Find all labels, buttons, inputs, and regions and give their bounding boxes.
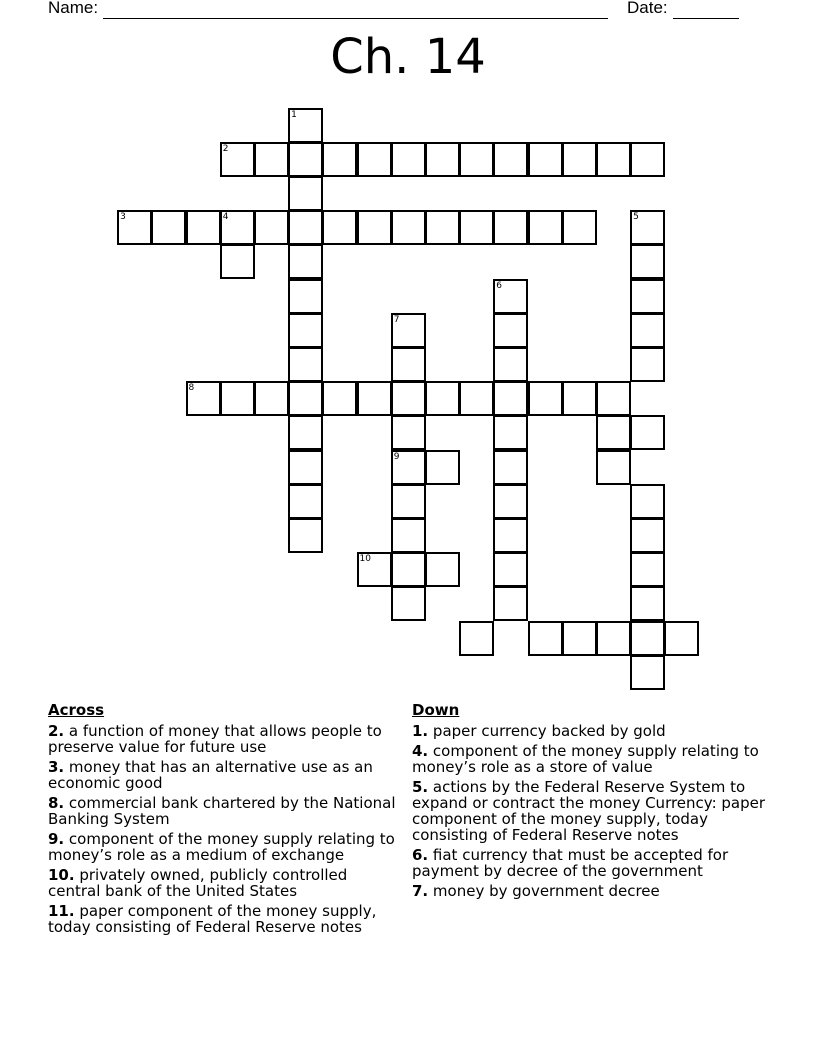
grid-cell[interactable] xyxy=(254,381,289,416)
clue-num: 11. xyxy=(48,902,75,920)
clue-text: privately owned, publicly controlled central bank of the United States xyxy=(48,866,348,900)
across-clues xyxy=(48,702,398,939)
grid-cell[interactable] xyxy=(288,142,323,177)
grid-cell[interactable] xyxy=(288,279,323,314)
down-clue xyxy=(412,779,782,843)
grid-cell[interactable] xyxy=(220,142,255,177)
grid-cell[interactable] xyxy=(459,621,494,656)
grid-cell[interactable] xyxy=(186,210,221,245)
grid-cell[interactable] xyxy=(322,210,357,245)
clue-text: money that has an alternative use as an economic good xyxy=(48,758,373,792)
grid-cell[interactable] xyxy=(528,142,563,177)
grid-cell[interactable] xyxy=(493,484,528,519)
clue-num: 7. xyxy=(412,882,429,900)
clue-number: 1 xyxy=(291,109,297,120)
clue-number: 9 xyxy=(393,451,400,462)
grid-cell[interactable] xyxy=(425,142,460,177)
grid-cell[interactable] xyxy=(596,621,631,656)
grid-cell[interactable] xyxy=(391,347,426,382)
grid-cell[interactable] xyxy=(630,347,665,382)
grid-cell[interactable] xyxy=(493,210,528,245)
grid-cell[interactable] xyxy=(630,210,665,245)
grid-cell[interactable] xyxy=(630,586,665,621)
grid-cell[interactable] xyxy=(117,210,152,245)
grid-cell[interactable] xyxy=(459,142,494,177)
grid-cell[interactable] xyxy=(288,518,323,553)
clue-number: 2 xyxy=(222,143,229,154)
grid-cell[interactable] xyxy=(630,142,665,177)
clue-num: 10. xyxy=(48,866,75,884)
grid-cell[interactable] xyxy=(596,381,631,416)
grid-cell[interactable] xyxy=(630,655,665,690)
clue-text: paper component of the money supply, today consisting of Federal Reserve notes xyxy=(48,902,377,936)
grid-cell[interactable] xyxy=(493,381,528,416)
page-title: Ch. 14 xyxy=(330,29,486,85)
grid-cell[interactable] xyxy=(528,210,563,245)
grid-cell[interactable] xyxy=(322,381,357,416)
grid-cell[interactable] xyxy=(459,381,494,416)
grid-cell[interactable] xyxy=(288,484,323,519)
clue-num: 1. xyxy=(412,722,429,740)
grid-cell[interactable] xyxy=(391,450,426,485)
grid-cell[interactable] xyxy=(562,142,597,177)
across-clue xyxy=(48,759,398,791)
clue-num: 3. xyxy=(48,758,65,776)
across-clue xyxy=(48,867,398,899)
grid-cell[interactable] xyxy=(391,586,426,621)
grid-cell[interactable] xyxy=(562,621,597,656)
clue-text: money by government decree xyxy=(432,882,660,900)
across-clue xyxy=(48,723,398,755)
grid-cell[interactable] xyxy=(493,279,528,314)
grid-cell[interactable] xyxy=(357,381,392,416)
grid-cell[interactable] xyxy=(288,313,323,348)
grid-cell[interactable] xyxy=(391,552,426,587)
grid-cell[interactable] xyxy=(493,313,528,348)
clue-num: 5. xyxy=(412,778,429,796)
grid-cell[interactable] xyxy=(596,142,631,177)
clue-num: 8. xyxy=(48,794,65,812)
clue-num: 4. xyxy=(412,742,429,760)
across-clue xyxy=(48,903,398,935)
grid-cell[interactable] xyxy=(493,552,528,587)
grid-cell[interactable] xyxy=(425,450,460,485)
down-heading: Down xyxy=(412,701,460,719)
grid-cell[interactable] xyxy=(630,621,665,656)
clue-text: component of the money supply relating to money’s role as a store of value xyxy=(412,742,759,776)
grid-cell[interactable] xyxy=(391,518,426,553)
grid-cell[interactable] xyxy=(288,450,323,485)
grid-cell[interactable] xyxy=(391,415,426,450)
clue-text: paper currency backed by gold xyxy=(432,722,666,740)
grid-cell[interactable] xyxy=(664,621,699,656)
grid-cell[interactable] xyxy=(357,552,392,587)
grid-cell[interactable] xyxy=(391,313,426,348)
clue-number: 5 xyxy=(633,212,639,223)
grid-cell[interactable] xyxy=(288,415,323,450)
clue-text: actions by the Federal Reserve System to expand or contract the money Currency: paper component of the money supply, today consisting of Federal Reserve notes xyxy=(412,778,766,844)
grid-cell[interactable] xyxy=(596,415,631,450)
down-clue xyxy=(412,847,782,879)
grid-cell[interactable] xyxy=(288,381,323,416)
grid-cell[interactable] xyxy=(493,518,528,553)
date-label: Date: xyxy=(627,0,668,17)
grid-cell[interactable] xyxy=(630,244,665,279)
grid-cell[interactable] xyxy=(562,381,597,416)
clue-number: 7 xyxy=(393,314,400,325)
grid-cell[interactable] xyxy=(220,244,255,279)
down-clues xyxy=(412,702,782,903)
grid-cell[interactable] xyxy=(425,210,460,245)
clue-text: fiat currency that must be accepted for payment by decree of the government xyxy=(412,846,729,880)
grid-cell[interactable] xyxy=(391,210,426,245)
across-clue xyxy=(48,831,398,863)
grid-cell[interactable] xyxy=(562,210,597,245)
grid-cell[interactable] xyxy=(357,210,392,245)
name-label: Name: xyxy=(48,0,99,17)
grid-cell[interactable] xyxy=(288,108,323,143)
grid-cell[interactable] xyxy=(391,142,426,177)
grid-cell[interactable] xyxy=(630,279,665,314)
grid-cell[interactable] xyxy=(357,142,392,177)
grid-cell[interactable] xyxy=(493,415,528,450)
clue-num: 6. xyxy=(412,846,429,864)
clue-number: 4 xyxy=(222,212,229,223)
grid-cell[interactable] xyxy=(630,415,665,450)
grid-cell[interactable] xyxy=(288,347,323,382)
grid-cell[interactable] xyxy=(425,381,460,416)
grid-cell[interactable] xyxy=(528,381,563,416)
grid-cell[interactable] xyxy=(151,210,186,245)
grid-cell[interactable] xyxy=(288,244,323,279)
down-clue xyxy=(412,883,782,899)
down-clue xyxy=(412,743,782,775)
clue-num: 2. xyxy=(48,722,65,740)
grid-cell[interactable] xyxy=(459,210,494,245)
grid-cell[interactable] xyxy=(528,621,563,656)
across-clue xyxy=(48,795,398,827)
clue-number: 10 xyxy=(359,554,371,565)
grid-cell[interactable] xyxy=(391,484,426,519)
grid-cell[interactable] xyxy=(288,210,323,245)
grid-cell[interactable] xyxy=(493,586,528,621)
clue-num: 9. xyxy=(48,830,65,848)
grid-cell[interactable] xyxy=(186,381,221,416)
clue-text: a function of money that allows people to preserve value for future use xyxy=(48,722,382,756)
grid-cell[interactable] xyxy=(288,176,323,211)
clue-text: component of the money supply relating to money’s role as a medium of exchange xyxy=(48,830,395,864)
clue-text: commercial bank chartered by the National Banking System xyxy=(48,794,396,828)
grid-cell[interactable] xyxy=(630,484,665,519)
grid-cell[interactable] xyxy=(493,450,528,485)
grid-cell[interactable] xyxy=(630,552,665,587)
grid-cell[interactable] xyxy=(630,313,665,348)
grid-cell[interactable] xyxy=(493,142,528,177)
grid-cell[interactable] xyxy=(220,210,255,245)
clue-number: 6 xyxy=(496,280,503,291)
grid-cell[interactable] xyxy=(220,381,255,416)
clue-number: 8 xyxy=(188,383,195,394)
grid-cell[interactable] xyxy=(254,142,289,177)
down-clue xyxy=(412,723,782,739)
grid-cell[interactable] xyxy=(391,381,426,416)
grid-cell[interactable] xyxy=(596,450,631,485)
clue-number: 3 xyxy=(120,212,126,223)
across-heading: Across xyxy=(48,701,105,719)
grid-cell[interactable] xyxy=(425,552,460,587)
grid-cell[interactable] xyxy=(322,142,357,177)
grid-cell[interactable] xyxy=(493,347,528,382)
grid-cell[interactable] xyxy=(630,518,665,553)
grid-cell[interactable] xyxy=(254,210,289,245)
